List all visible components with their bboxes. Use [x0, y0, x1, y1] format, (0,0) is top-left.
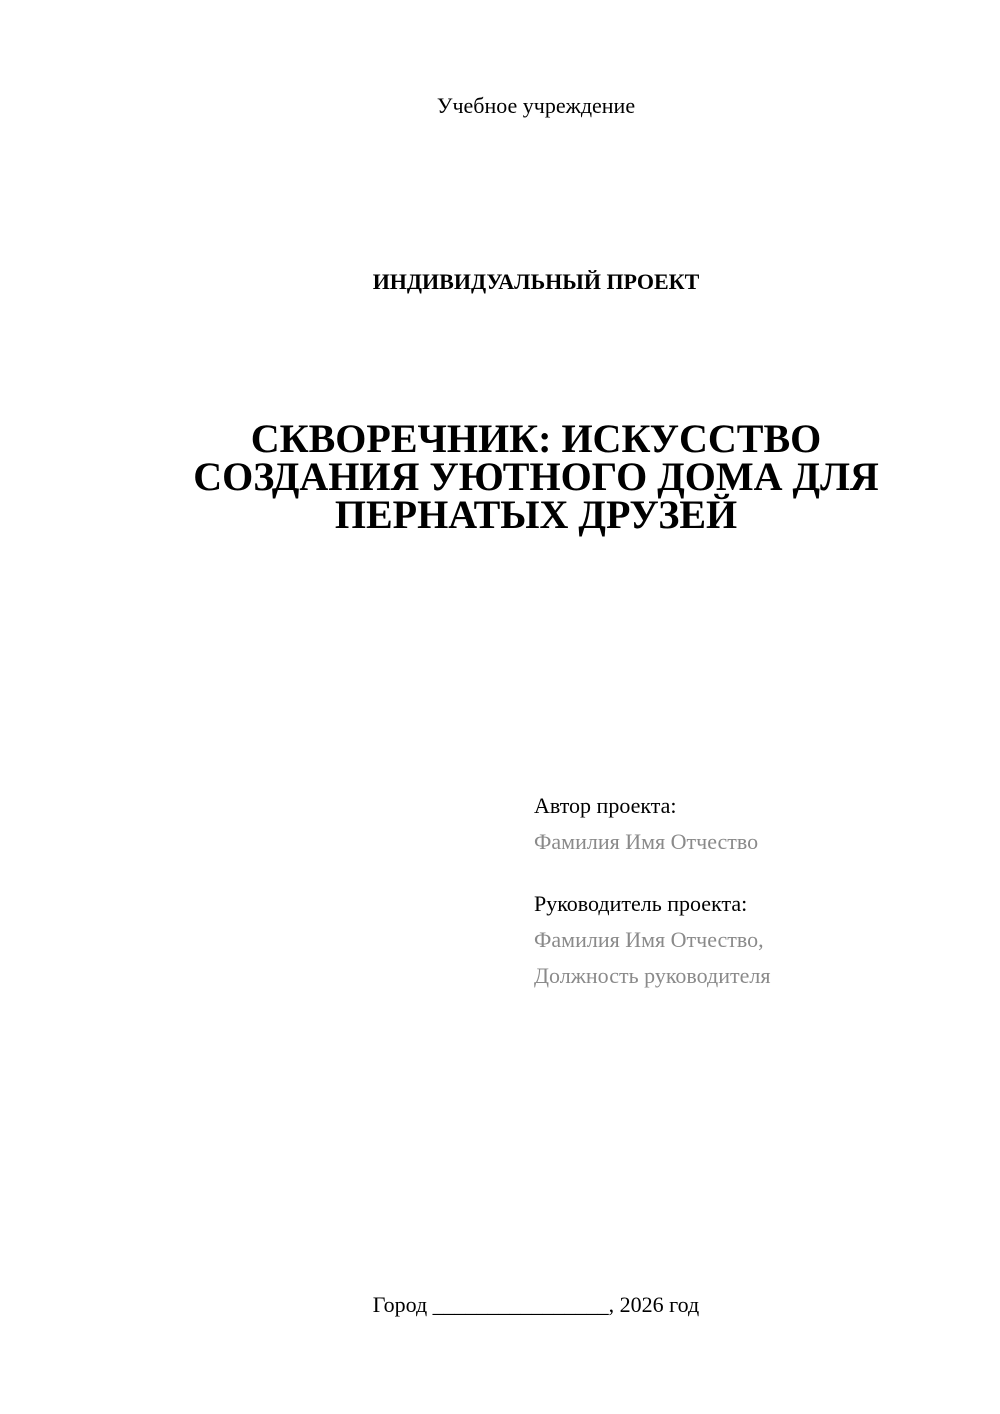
project-title-line: СКВОРЕЧНИК: ИСКУССТВО: [250, 416, 822, 461]
institution-name: Учебное учреждение: [436, 93, 636, 118]
city-year-line: Город ________________, 2026 год: [372, 1292, 700, 1317]
credits-block: [534, 788, 974, 994]
supervisor-position: Должность руководителя: [534, 963, 771, 988]
project-title-line: СОЗДАНИЯ УЮТНОГО ДОМА ДЛЯ: [193, 454, 879, 499]
project-title-line: ПЕРНАТЫХ ДРУЗЕЙ: [334, 492, 738, 537]
project-title: [180, 416, 892, 537]
author-name: Фамилия Имя Отчество: [534, 829, 759, 854]
supervisor-label: Руководитель проекта:: [534, 891, 748, 916]
credits-spacer: [534, 860, 974, 886]
supervisor-name: Фамилия Имя Отчество,: [534, 927, 764, 952]
document-type: ИНДИВИДУАЛЬНЫЙ ПРОЕКТ: [372, 269, 700, 294]
author-label: Автор проекта:: [534, 793, 677, 818]
